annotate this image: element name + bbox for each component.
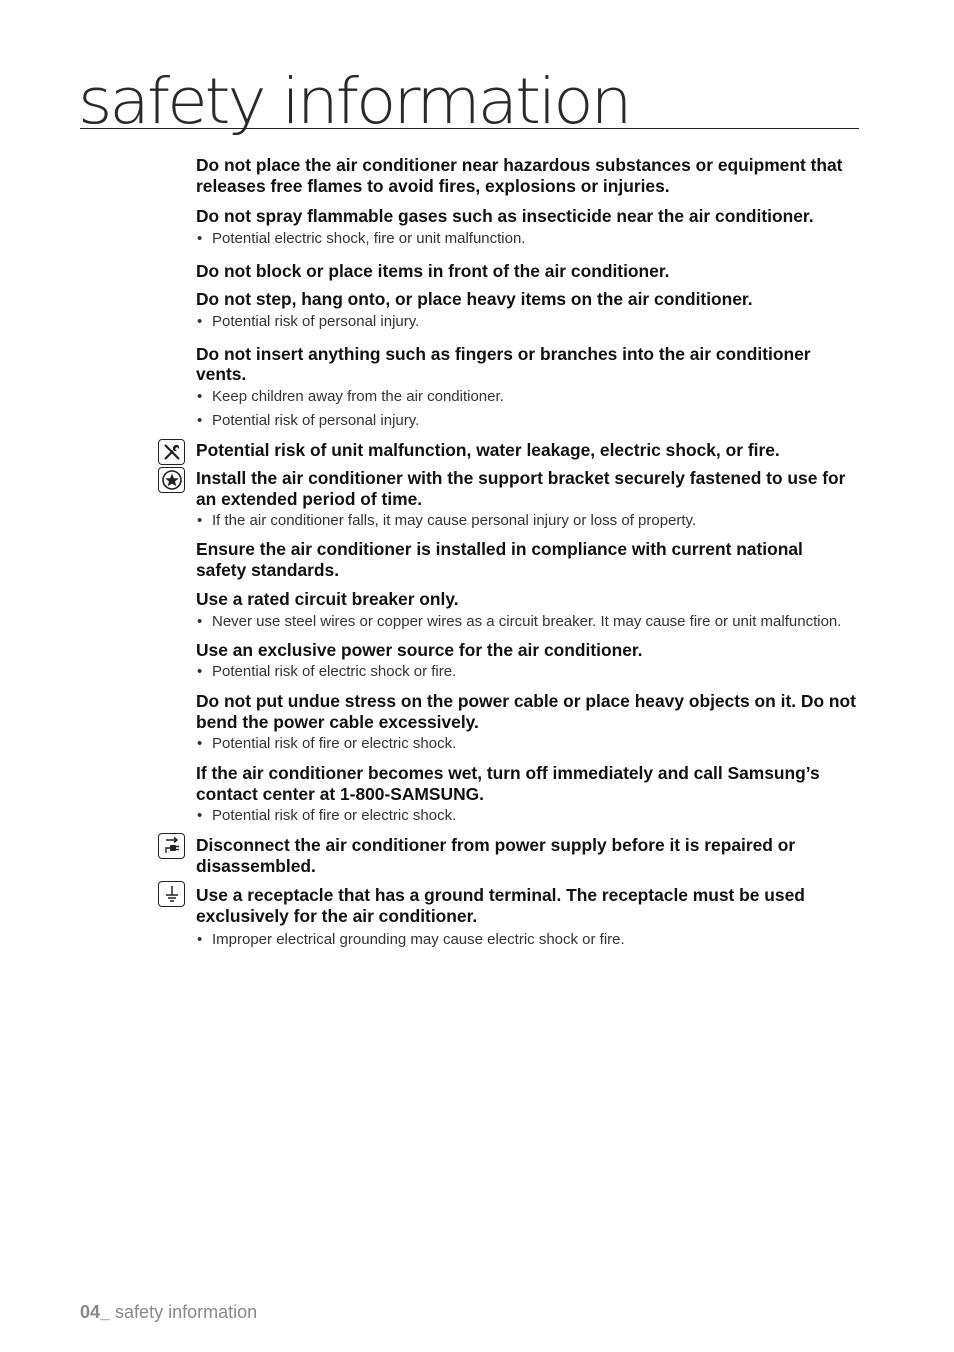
safety-heading: Ensure the air conditioner is installed in compliance with current national safety standards.: [196, 539, 803, 580]
safety-heading: Do not insert anything such as fingers or branches into the air conditioner vents.: [196, 343, 811, 384]
page-number: 04_: [80, 1302, 111, 1322]
page-title: safety information: [78, 64, 630, 139]
no-disassembly-icon: [158, 439, 185, 465]
safety-item: [196, 206, 856, 248]
safety-heading: If the air conditioner becomes wet, turn off immediately and call Samsung’s contact center at 1-800-SAMSUNG.: [196, 763, 820, 804]
safety-item: [196, 589, 856, 631]
safety-item: [196, 763, 856, 825]
safety-bullet: • Keep children away from the air conditioner.: [196, 387, 856, 406]
must-follow-icon: [158, 467, 185, 493]
safety-heading: Do not step, hang onto, or place heavy items on the air conditioner.: [196, 289, 753, 309]
unplug-icon: [158, 833, 185, 859]
safety-item: [196, 440, 856, 461]
safety-heading: Use an exclusive power source for the air conditioner.: [196, 639, 643, 660]
page-footer: [80, 1302, 257, 1323]
safety-item: [196, 640, 856, 682]
safety-item: [196, 835, 856, 876]
safety-bullet: • If the air conditioner falls, it may cause personal injury or loss of property.: [196, 511, 856, 530]
safety-bullet: • Potential risk of fire or electric shock.: [196, 734, 856, 753]
safety-item: [196, 289, 856, 331]
title-rule: [80, 128, 859, 129]
safety-item: [196, 691, 856, 753]
safety-item: [196, 539, 856, 580]
safety-bullet: • Potential electric shock, fire or unit malfunction.: [196, 229, 856, 248]
safety-bullet: • Potential risk of personal injury.: [196, 411, 856, 430]
safety-item: [196, 261, 856, 282]
safety-bullet: • Potential risk of fire or electric shock.: [196, 806, 856, 825]
safety-heading: Do not put undue stress on the power cable or place heavy objects on it. Do not bend the power cable excessively.: [196, 691, 856, 732]
footer-section-label: safety information: [110, 1302, 258, 1322]
safety-heading: Potential risk of unit malfunction, water leakage, electric shock, or fire.: [196, 439, 780, 460]
safety-content: [196, 155, 856, 954]
safety-heading: Do not place the air conditioner near hazardous substances or equipment that releases free flames to avoid fires, explosions or injuries.: [196, 155, 843, 196]
safety-heading: Use a receptacle that has a ground terminal. The receptacle must be used exclusively for the air conditioner.: [196, 885, 805, 926]
safety-item: [196, 344, 856, 430]
safety-bullet: • Potential risk of electric shock or fire.: [196, 662, 856, 681]
safety-item: [196, 155, 856, 196]
safety-bullet: • Never use steel wires or copper wires as a circuit breaker. It may cause fire or unit malfunction.: [196, 612, 856, 631]
safety-item: [196, 468, 856, 530]
safety-heading: Do not block or place items in front of the air conditioner.: [196, 260, 670, 281]
safety-item: [196, 885, 856, 949]
safety-heading: Use a rated circuit breaker only.: [196, 589, 459, 609]
safety-bullet: • Potential risk of personal injury.: [196, 312, 856, 331]
ground-icon: [158, 881, 185, 907]
safety-heading: Do not spray flammable gases such as insecticide near the air conditioner.: [196, 206, 814, 226]
safety-heading: Install the air conditioner with the support bracket securely fastened to use for an extended period of time.: [196, 468, 846, 509]
safety-bullet: • Improper electrical grounding may cause electric shock or fire.: [196, 930, 856, 949]
safety-heading: Disconnect the air conditioner from power supply before it is repaired or disassembled.: [196, 835, 796, 876]
